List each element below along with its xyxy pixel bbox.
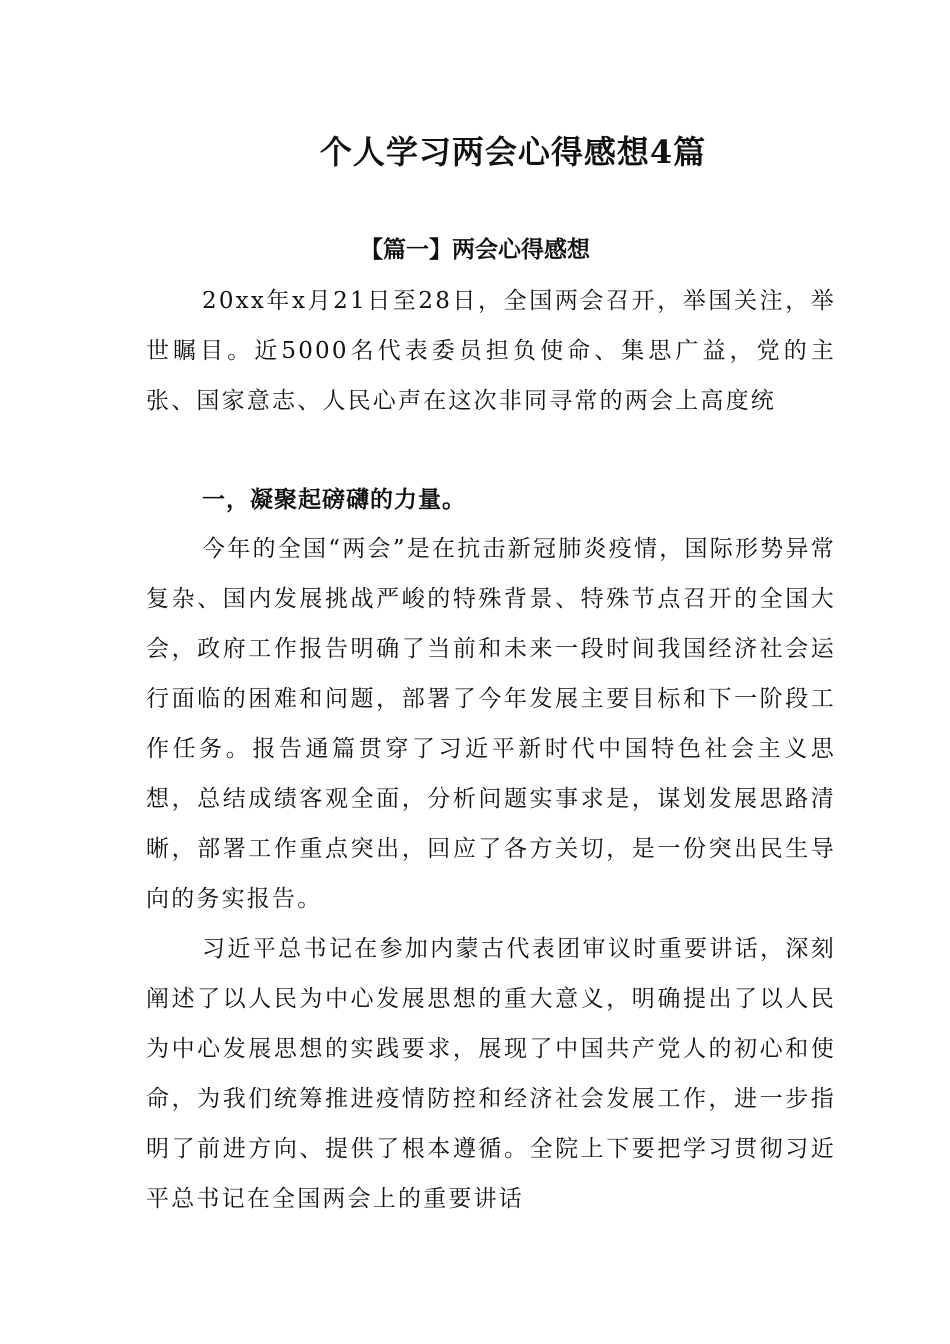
section-title: 【篇一】两会心得感想 bbox=[360, 236, 590, 263]
paragraph-two: 今年的全国“两会”是在抗击新冠肺炎疫情，国际形势异常复杂、国内发展挑战严峻的特殊背景、特殊节点召开的全国大会，政府工作报告明确了当前和未来一段时间我国经济社会运行面临的困难和问题，部署了今年发展主要目标和下一阶段工作任务。报告通篇贯穿了习近平新时代中国特色社会主义思想，总结成绩客观全面，分析问题实事求是，谋划发展思路清晰，部署工作重点突出，回应了各方关切，是一份突出民生导向的务实报告。 bbox=[146, 536, 836, 912]
paragraph-three: 习近平总书记在参加内蒙古代表团审议时重要讲话，深刻阐述了以人民为中心发展思想的重大意义，明确提出了以人民为中心发展思想的实践要求，展现了中国共产党人的初心和使命，为我们统筹推进疫情防控和经济社会发展工作，进一步指明了前进方向、提供了根本遵循。全院上下要把学习贯彻习近平总书记在全国两会上的重要讲话 bbox=[146, 936, 836, 1212]
paragraph-intro: 20xx年x月21日至28日，全国两会召开，举国关注，举世瞩目。近5000名代表委员担负使命、集思广益，党的主张、国家意志、人民心声在这次非同寻常的两会上高度统 bbox=[146, 288, 836, 414]
subheading-one: 一，凝聚起磅礴的力量。 bbox=[202, 486, 466, 513]
document-title: 个人学习两会心得感想4篇 bbox=[319, 133, 707, 171]
